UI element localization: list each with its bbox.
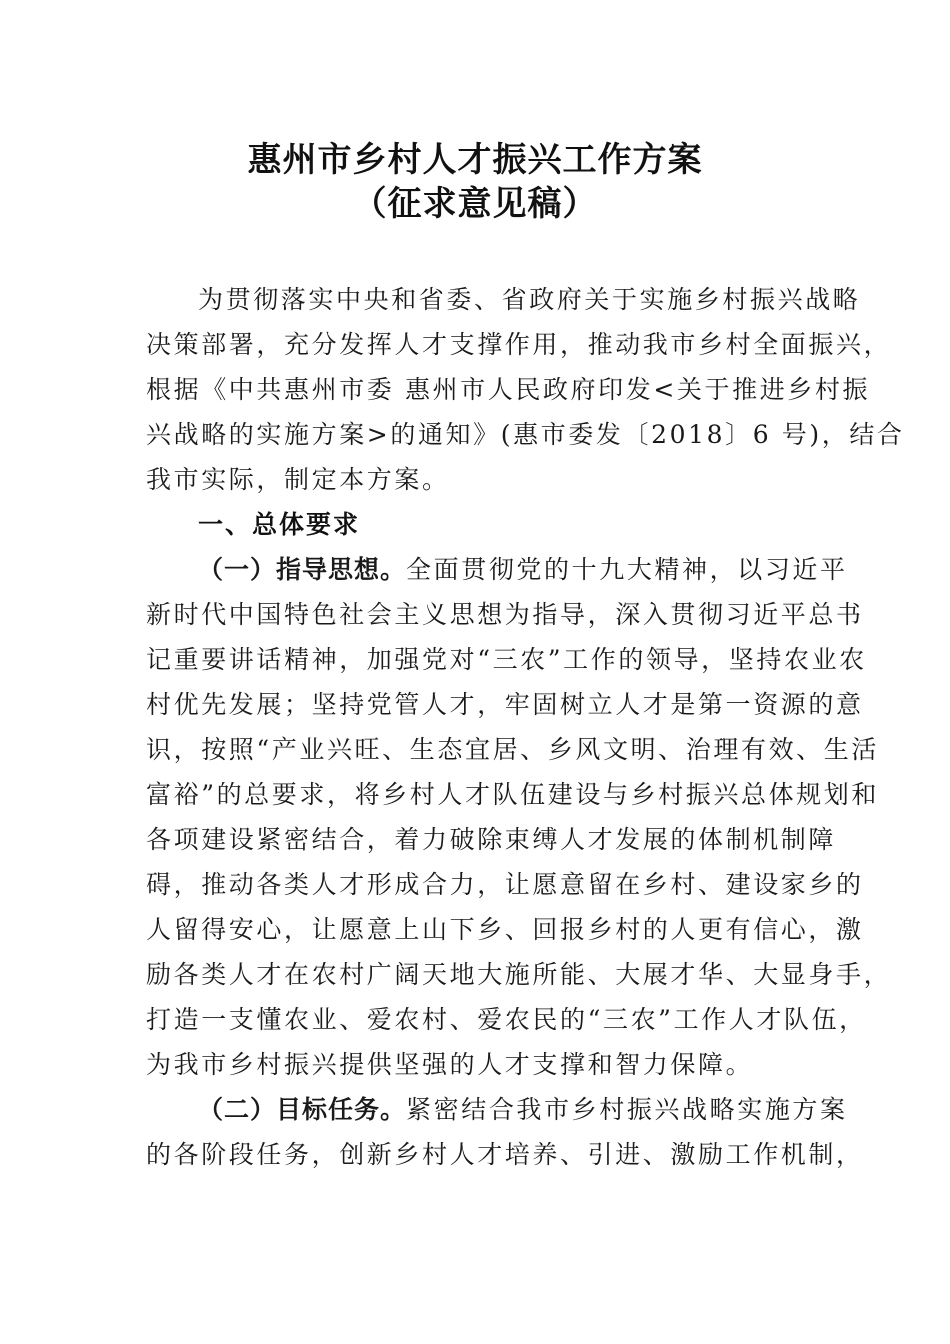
- sub1-line: 各项建设紧密结合，着力破除束缚人才发展的体制机制障: [146, 825, 837, 854]
- document-subtitle: （征求意见稿）: [352, 184, 598, 224]
- sub1-line: 富裕”的总要求，将乡村人才队伍建设与乡村振兴总体规划和: [146, 780, 879, 809]
- sub1-line: 励各类人才在农村广阔天地大施所能、大展才华、大显身手，: [146, 960, 892, 989]
- sub1-line: 记重要讲话精神，加强党对“三农”工作的领导，坚持农业农: [146, 645, 867, 674]
- sub2-first-line: [198, 1094, 848, 1126]
- sub1-first-line: [198, 554, 848, 586]
- intro-line: 决策部署，充分发挥人才支撑作用，推动我市乡村全面振兴，: [146, 330, 892, 359]
- sub1-line: 新时代中国特色社会主义思想为指导，深入贯彻习近平总书: [146, 600, 864, 629]
- intro-line: 我市实际，制定本方案。: [146, 465, 450, 494]
- sub1-line: 村优先发展；坚持党管人才，牢固树立人才是第一资源的意: [146, 690, 864, 719]
- sub1-line: 打造一支懂农业、爱农村、爱农民的“三农”工作人才队伍，: [146, 1005, 867, 1034]
- section-heading: 一、总体要求: [198, 510, 361, 539]
- sub1-label: （一）指导思想。: [198, 555, 407, 584]
- sub1-line: 识，按照“产业兴旺、生态宜居、乡风文明、治理有效、生活: [146, 735, 879, 764]
- sub1-line: 为我市乡村振兴提供坚强的人才支撑和智力保障。: [146, 1050, 754, 1079]
- intro-line: 兴战略的实施方案>的通知》(惠市委发〔2018〕6 号)，结合: [146, 420, 905, 449]
- intro-line: 为贯彻落实中央和省委、省政府关于实施乡村振兴战略: [198, 285, 861, 314]
- sub1-line-text: 全面贯彻党的十九大精神，以习近平: [406, 555, 848, 584]
- sub2-line: 的各阶段任务，创新乡村人才培养、引进、激励工作机制，: [146, 1140, 864, 1169]
- sub1-line: 人留得安心，让愿意上山下乡、回报乡村的人更有信心，激: [146, 915, 864, 944]
- sub1-line: 碍，推动各类人才形成合力，让愿意留在乡村、建设家乡的: [146, 870, 864, 899]
- sub2-label: （二）目标任务。: [198, 1095, 407, 1124]
- intro-line: 根据《中共惠州市委 惠州市人民政府印发<关于推进乡村振: [146, 375, 871, 404]
- sub2-line-text: 紧密结合我市乡村振兴战略实施方案: [406, 1095, 848, 1124]
- document-title: 惠州市乡村人才振兴工作方案: [247, 140, 703, 180]
